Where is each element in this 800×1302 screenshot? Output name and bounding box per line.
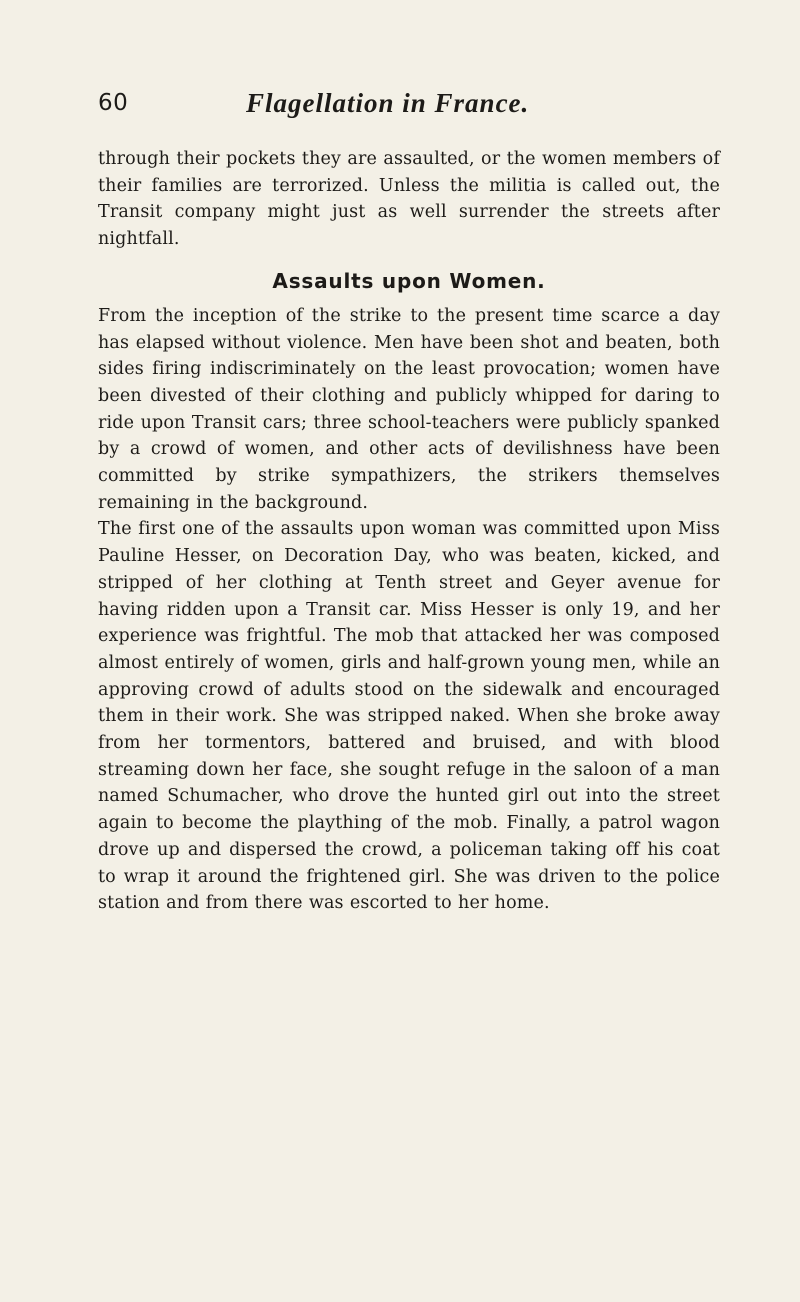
running-head [98, 90, 718, 126]
page-body [98, 146, 720, 917]
running-title: Flagellation in France. [246, 88, 530, 118]
paragraph-strike-violence: From the inception of the strike to the present time scarce a day has elapsed without violence. Men have been shot and beaten, both sides firing indiscriminately on the least provocation; women have been divested of their clothing and publicly whipped for daring to ride upon Transit cars; three school-teachers were publicly spanked by a crowd of women, and other acts of devilishness have been committed by strike sympathizers, the strikers themselves remaining in the background. [98, 305, 720, 513]
section-heading: Assaults upon Women. [272, 268, 546, 293]
paragraph-hesser-assault: The first one of the assaults upon woman was committed upon Miss Pauline Hesser, on Decoration Day, who was beaten, kicked, and stripped of her clothing at Tenth street and Geyer avenue for having ridden upon a Transit car. Miss Hesser is only 19, and her experience was frightful. The mob that attacked her was composed almost entirely of women, girls and half-grown young men, while an approving crowd of adults stood on the sidewalk and encouraged them in their work. She was stripped naked. When she broke away from her tormentors, battered and bruised, and with blood streaming down her face, she sought refuge in the saloon of a man named Schumacher, who drove the hunted girl out into the street again to become the plaything of the mob. Finally, a patrol wagon drove up and dispersed the crowd, a policeman taking off his coat to wrap it around the frightened girl. She was driven to the police station and from there was escorted to her home. [98, 519, 720, 914]
page-number: 60 [98, 90, 129, 116]
paragraph-continuation: through their pockets they are assaulted, or the women members of their families are terrorized. Unless the militia is called out, the Transit company might just as well surrender the streets after nightfall. [98, 149, 720, 250]
